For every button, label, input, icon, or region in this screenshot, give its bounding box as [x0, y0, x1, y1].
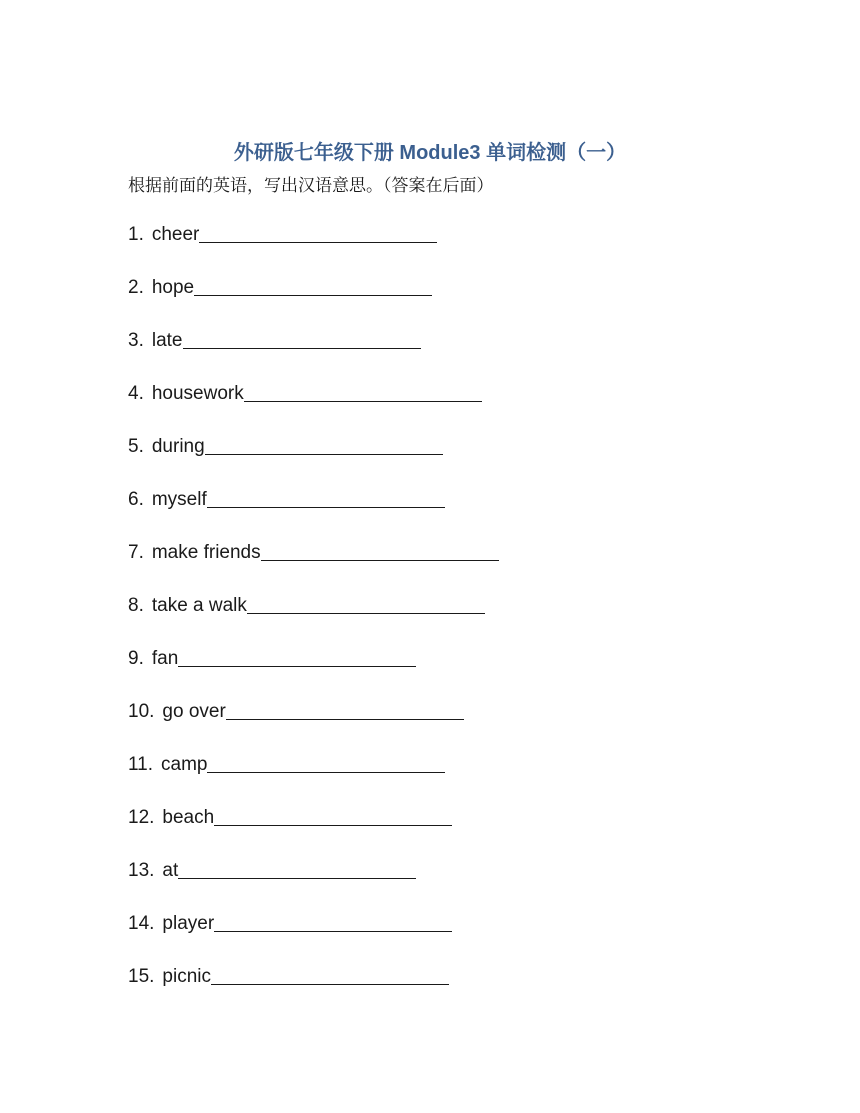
answer-blank[interactable]: [207, 750, 445, 773]
item-word: take a walk: [151, 595, 247, 616]
list-item: [128, 697, 499, 750]
item-number: 3.: [128, 330, 144, 351]
item-number: 14.: [128, 913, 155, 934]
list-item: [128, 644, 499, 697]
item-word: player: [162, 913, 215, 934]
list-item: [128, 220, 499, 273]
answer-blank[interactable]: [226, 697, 464, 720]
item-number: 9.: [128, 648, 144, 669]
vocabulary-list: [128, 220, 499, 1015]
item-number: 7.: [128, 542, 144, 563]
page-title: 外研版七年级下册 Module3 单词检测（一）: [233, 142, 627, 164]
item-word: at: [162, 860, 179, 881]
answer-blank[interactable]: [178, 856, 416, 879]
item-number: 2.: [128, 277, 144, 298]
item-number: 5.: [128, 436, 144, 457]
answer-blank[interactable]: [199, 220, 437, 243]
answer-blank[interactable]: [207, 485, 445, 508]
item-word: cheer: [151, 224, 200, 245]
list-item: [128, 803, 499, 856]
item-number: 1.: [128, 224, 144, 245]
item-number: 10.: [128, 701, 155, 722]
item-word: fan: [151, 648, 179, 669]
item-word: myself: [151, 489, 207, 510]
answer-blank[interactable]: [261, 538, 499, 561]
item-word: during: [151, 436, 205, 457]
list-item: [128, 909, 499, 962]
list-item: [128, 273, 499, 326]
item-number: 13.: [128, 860, 155, 881]
item-word: camp: [161, 754, 208, 775]
list-item: [128, 750, 499, 803]
list-item: [128, 962, 499, 1015]
list-item: [128, 326, 499, 379]
answer-blank[interactable]: [205, 432, 443, 455]
answer-blank[interactable]: [178, 644, 416, 667]
item-word: go over: [162, 701, 226, 722]
item-word: picnic: [162, 966, 211, 987]
item-number: 4.: [128, 383, 144, 404]
list-item: [128, 379, 499, 432]
list-item: [128, 856, 499, 909]
item-word: hope: [151, 277, 195, 298]
item-number: 12.: [128, 807, 155, 828]
item-number: 8.: [128, 595, 144, 616]
item-number: 6.: [128, 489, 144, 510]
item-number: 11.: [128, 754, 154, 775]
item-word: late: [151, 330, 183, 351]
answer-blank[interactable]: [247, 591, 485, 614]
list-item: [128, 591, 499, 644]
item-word: housework: [151, 383, 244, 404]
answer-blank[interactable]: [194, 273, 432, 296]
answer-blank[interactable]: [211, 962, 449, 985]
answer-blank[interactable]: [214, 803, 452, 826]
item-word: beach: [162, 807, 215, 828]
answer-blank[interactable]: [214, 909, 452, 932]
instruction-text: 根据前面的英语，写出汉语意思。（答案在后面）: [128, 176, 494, 196]
answer-blank[interactable]: [244, 379, 482, 402]
list-item: [128, 432, 499, 485]
item-number: 15.: [128, 966, 155, 987]
list-item: [128, 485, 499, 538]
answer-blank[interactable]: [183, 326, 421, 349]
item-word: make friends: [151, 542, 261, 563]
list-item: [128, 538, 499, 591]
